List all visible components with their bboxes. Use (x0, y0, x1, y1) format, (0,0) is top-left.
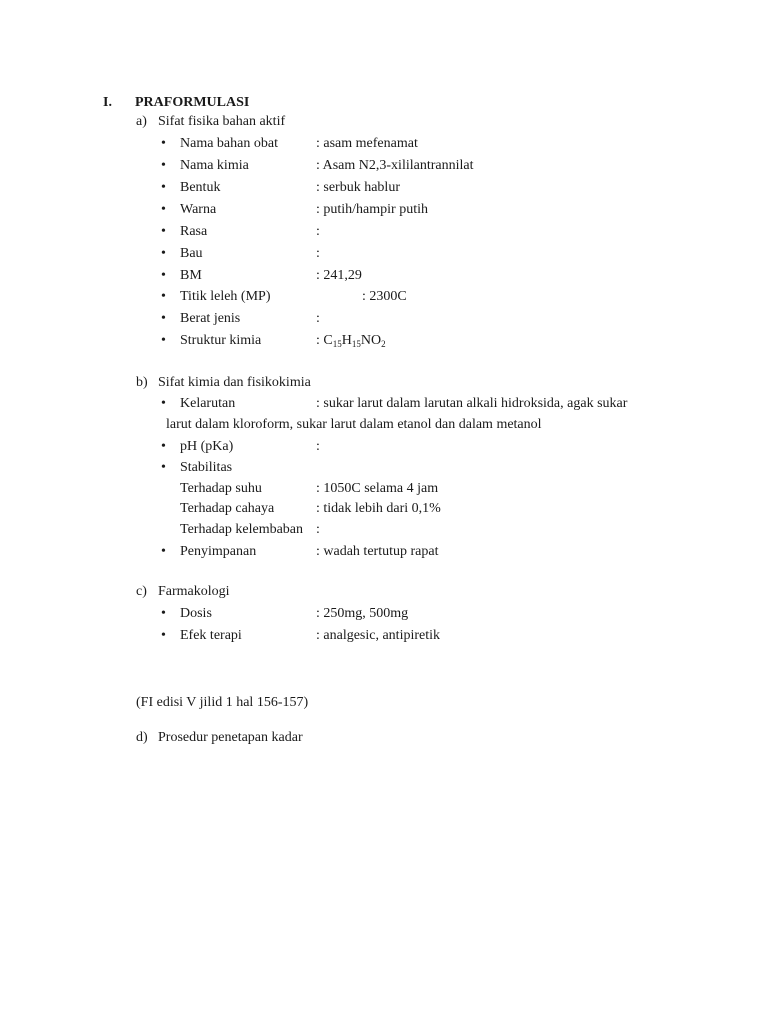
item-value: : 250mg, 500mg (316, 606, 409, 621)
item-value: : wadah tertutup rapat (316, 544, 439, 559)
bullet: • (161, 333, 166, 348)
item-label: Titik leleh (MP) (180, 289, 271, 304)
item-value: : (316, 311, 320, 326)
item-value: : putih/hampir putih (316, 202, 428, 217)
item-value: : analgesic, antipiretik (316, 628, 441, 643)
item-value: : (316, 439, 320, 454)
item-label: Struktur kimia (180, 333, 262, 348)
bullet: • (161, 180, 166, 195)
item-label: Efek terapi (180, 628, 242, 643)
section-b-title: Sifat kimia dan fisikokimia (158, 375, 311, 390)
item-value: : 2300C (362, 289, 407, 304)
item-label: Bau (180, 246, 203, 261)
bullet: • (161, 202, 166, 217)
sub-value: : (316, 522, 320, 537)
page-title: PRAFORMULASI (135, 95, 250, 110)
bullet: • (161, 289, 166, 304)
item-label: Nama bahan obat (180, 136, 278, 151)
item-label: Kelarutan (180, 396, 236, 411)
item-value: : serbuk hablur (316, 180, 400, 195)
item-label: Rasa (180, 224, 208, 239)
bullet: • (161, 158, 166, 173)
bullet: • (161, 628, 166, 643)
bullet: • (161, 544, 166, 559)
item-label: Warna (180, 202, 217, 217)
item-label: Penyimpanan (180, 544, 257, 559)
section-d-title: Prosedur penetapan kadar (158, 730, 303, 745)
bullet: • (161, 136, 166, 151)
bullet: • (161, 224, 166, 239)
bullet: • (161, 439, 166, 454)
reference-citation: (FI edisi V jilid 1 hal 156-157) (136, 695, 309, 710)
item-value: : asam mefenamat (316, 136, 418, 151)
section-a-title: Sifat fisika bahan aktif (158, 114, 286, 129)
sub-label: Terhadap kelembaban (180, 522, 304, 537)
item-value-continued: larut dalam kloroform, sukar larut dalam etanol dan dalam metanol (166, 417, 542, 432)
item-label: Stabilitas (180, 460, 233, 475)
section-c-marker: c) (136, 584, 147, 599)
item-value: : (316, 246, 320, 261)
bullet: • (161, 396, 166, 411)
sub-label: Terhadap suhu (180, 481, 262, 496)
section-a-marker: a) (136, 114, 147, 129)
bullet: • (161, 311, 166, 326)
item-label: BM (180, 268, 202, 283)
item-label: Dosis (180, 606, 212, 621)
bullet: • (161, 460, 166, 475)
bullet: • (161, 268, 166, 283)
item-value: : (316, 224, 320, 239)
item-value: : Asam N2,3-xililantrannilat (316, 158, 474, 173)
sub-label: Terhadap cahaya (180, 501, 275, 516)
chemical-formula: : $C_{15}H_{15}NO_2$ (316, 333, 386, 349)
section-b-marker: b) (136, 375, 148, 390)
item-value: : 241,29 (316, 268, 362, 283)
bullet: • (161, 606, 166, 621)
item-label: Nama kimia (180, 158, 249, 173)
item-label: Bentuk (180, 180, 221, 195)
item-value: : sukar larut dalam larutan alkali hidroksida, agak sukar (316, 396, 628, 411)
item-label: pH (pKa) (180, 439, 234, 454)
heading-numeral: I. (103, 95, 112, 110)
section-d-marker: d) (136, 730, 148, 745)
item-label: Berat jenis (180, 311, 241, 326)
sub-value: : tidak lebih dari 0,1% (316, 501, 441, 516)
sub-value: : 1050C selama 4 jam (316, 481, 439, 496)
section-c-title: Farmakologi (158, 584, 230, 599)
bullet: • (161, 246, 166, 261)
